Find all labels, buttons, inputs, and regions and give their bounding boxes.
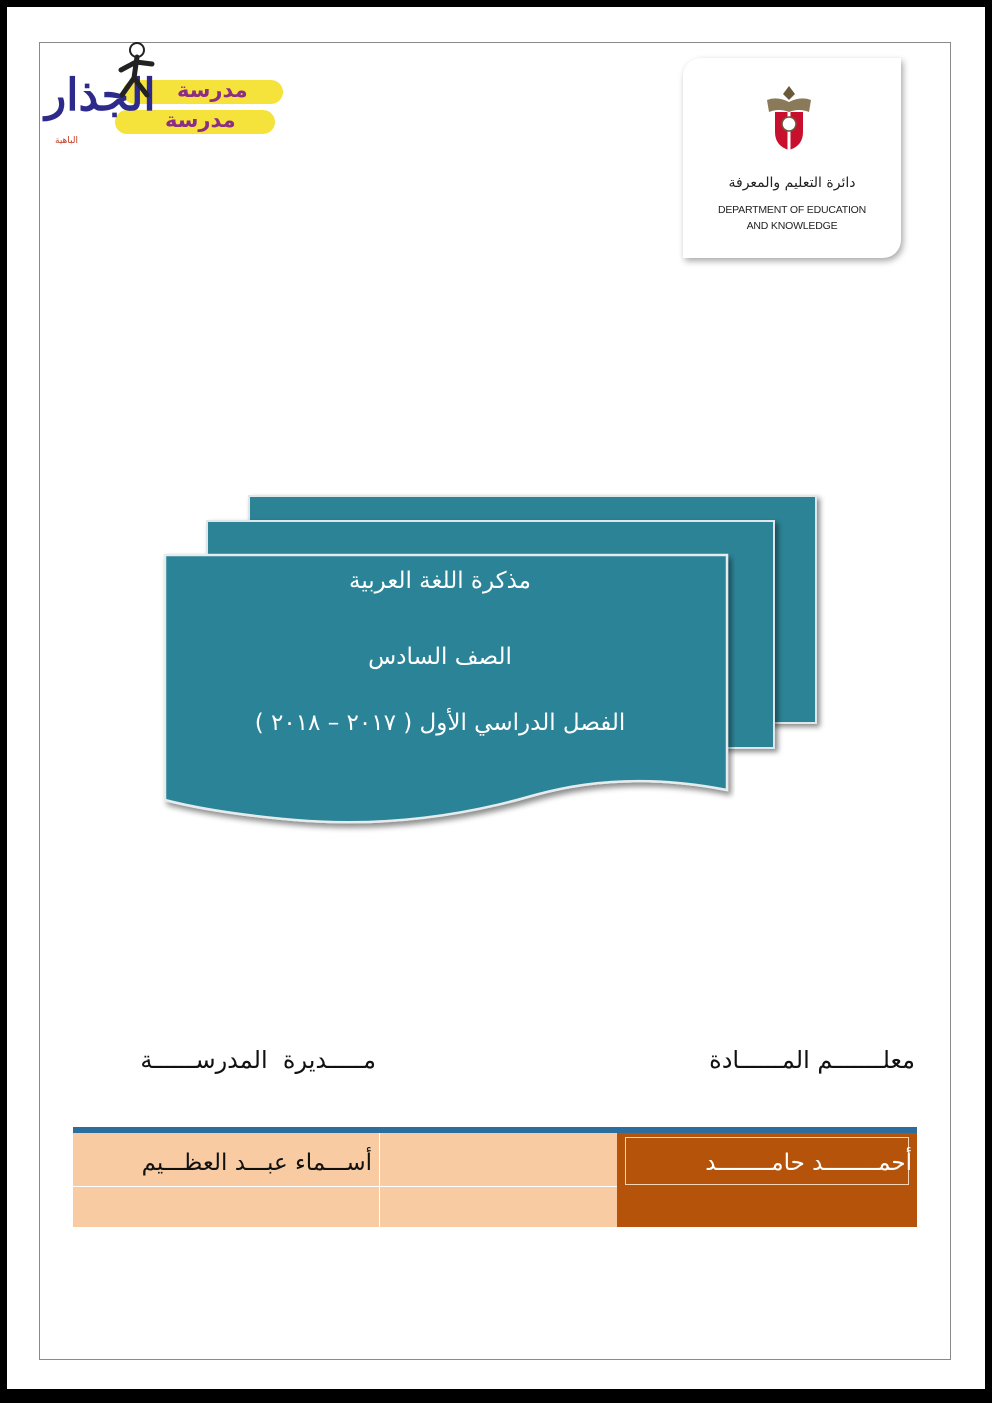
empty-middle-cell — [379, 1133, 619, 1227]
school-logo-subtitle: الباهية — [55, 136, 78, 146]
school-logo-word-bottom: مدرسة — [165, 108, 236, 132]
department-name-arabic: دائرة التعليم والمعرفة — [728, 175, 856, 191]
runner-figure-icon — [107, 40, 167, 110]
school-logo-big-word: الجذار — [45, 70, 156, 121]
banner-semester: الفصل الدراسي الأول ( ٢٠١٧ – ٢٠١٨ ) — [254, 710, 626, 736]
teacher-name-cell — [617, 1133, 917, 1227]
teacher-label: معلـــــــم المــــــادة — [709, 1046, 915, 1074]
school-logo — [45, 40, 290, 150]
department-name-english-line1: DEPARTMENT OF EDUCATION — [717, 204, 867, 216]
principal-name-cell — [73, 1133, 379, 1227]
principal-label: مـــــديرة المدرســــــة — [140, 1046, 376, 1074]
school-logo-word-top: مدرسة — [177, 78, 248, 102]
falcon-emblem-icon — [759, 82, 819, 152]
principal-name: أســـماء عبـــد العظـــيم — [141, 1150, 372, 1176]
banner-subject-title: مذكرة اللغة العربية — [348, 568, 531, 594]
teacher-name: أحمــــــــد حامــــــــد — [705, 1150, 912, 1176]
banner-grade: الصف السادس — [368, 644, 512, 670]
department-logo-card — [683, 58, 901, 258]
department-name-english-line2: AND KNOWLEDGE — [746, 220, 838, 232]
